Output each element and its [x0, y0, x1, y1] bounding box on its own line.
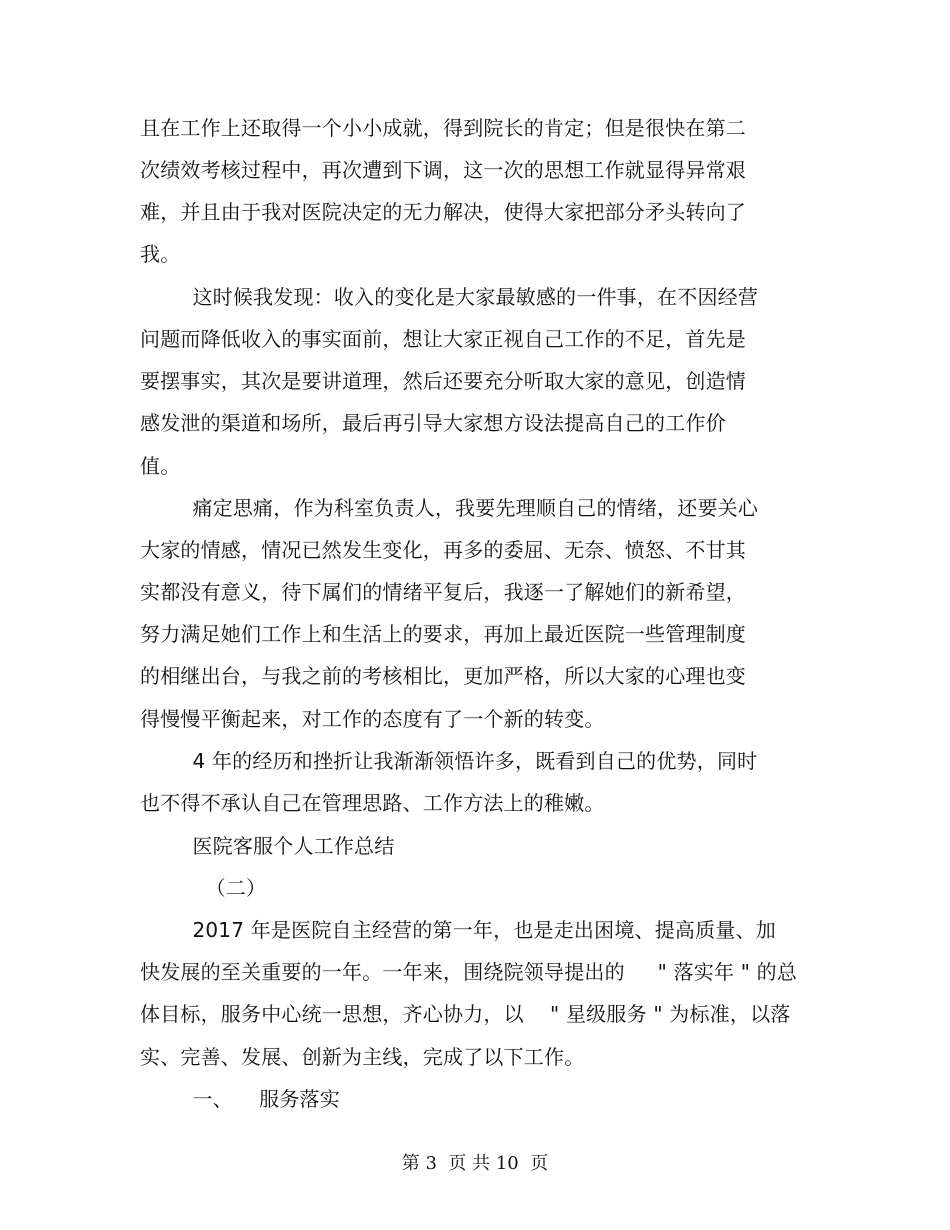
- body-text-line: 痛定思痛，作为科室负责人，我要先理顺自己的情绪，还要关心: [140, 496, 759, 520]
- body-text-line: 4 年的经历和挫折让我渐渐领悟许多，既看到自己的优势，同时: [140, 749, 758, 773]
- subsection-heading: 一、 服务落实: [140, 1087, 340, 1111]
- body-text-line: 快发展的至关重要的一年。一年来，围绕院领导提出的 " 落实年 " 的总: [140, 960, 798, 984]
- body-text-line: 努力满足她们工作上和生活上的要求，再加上最近医院一些管理制度: [140, 622, 746, 646]
- body-text-line: 也不得不承认自己在管理思路、工作方法上的稚嫩。: [140, 791, 605, 815]
- body-text-line: 次绩效考核过程中，再次遭到下调，这一次的思想工作就显得异常艰: [140, 158, 746, 182]
- body-text-line: 这时候我发现：收入的变化是大家最敏感的一件事，在不因经营: [140, 285, 759, 309]
- section-number: （二）: [140, 876, 267, 900]
- body-text-line: 大家的情感，情况已然发生变化，再多的委屈、无奈、愤怒、不甘其: [140, 538, 746, 562]
- body-text-line: 难，并且由于我对医院决定的无力解决，使得大家把部分矛头转向了: [140, 200, 746, 224]
- body-text-line: 实都没有意义，待下属们的情绪平复后，我逐一了解她们的新希望，: [140, 580, 746, 604]
- body-text-line: 要摆事实，其次是要讲道理，然后还要充分听取大家的意见，创造情: [140, 369, 746, 393]
- body-text-line: 感发泄的渠道和场所，最后再引导大家想方设法提高自己的工作价: [140, 411, 726, 435]
- body-text-line: 问题而降低收入的事实面前，想让大家正视自己工作的不足，首先是: [140, 327, 746, 351]
- body-text-line: 体目标，服务中心统一思想，齐心协力，以 " 星级服务 " 为标准，以落: [140, 1002, 791, 1026]
- body-text-line: 2017 年是医院自主经营的第一年，也是走出困境、提高质量、加: [140, 918, 776, 942]
- body-text-line: 值。: [140, 454, 181, 478]
- body-text-line: 得慢慢平衡起来，对工作的态度有了一个新的转变。: [140, 707, 605, 731]
- body-text-line: 且在工作上还取得一个小小成就，得到院长的肯定；但是很快在第二: [140, 116, 746, 140]
- page-footer: 第 3 页 共 10 页: [401, 1153, 549, 1174]
- section-title: 医院客服个人工作总结: [140, 834, 395, 858]
- body-text-line: 我。: [140, 242, 181, 266]
- body-text-line: 的相继出台，与我之前的考核相比，更加严格，所以大家的心理也变: [140, 664, 746, 688]
- body-text-line: 实、完善、发展、创新为主线，完成了以下工作。: [140, 1045, 585, 1069]
